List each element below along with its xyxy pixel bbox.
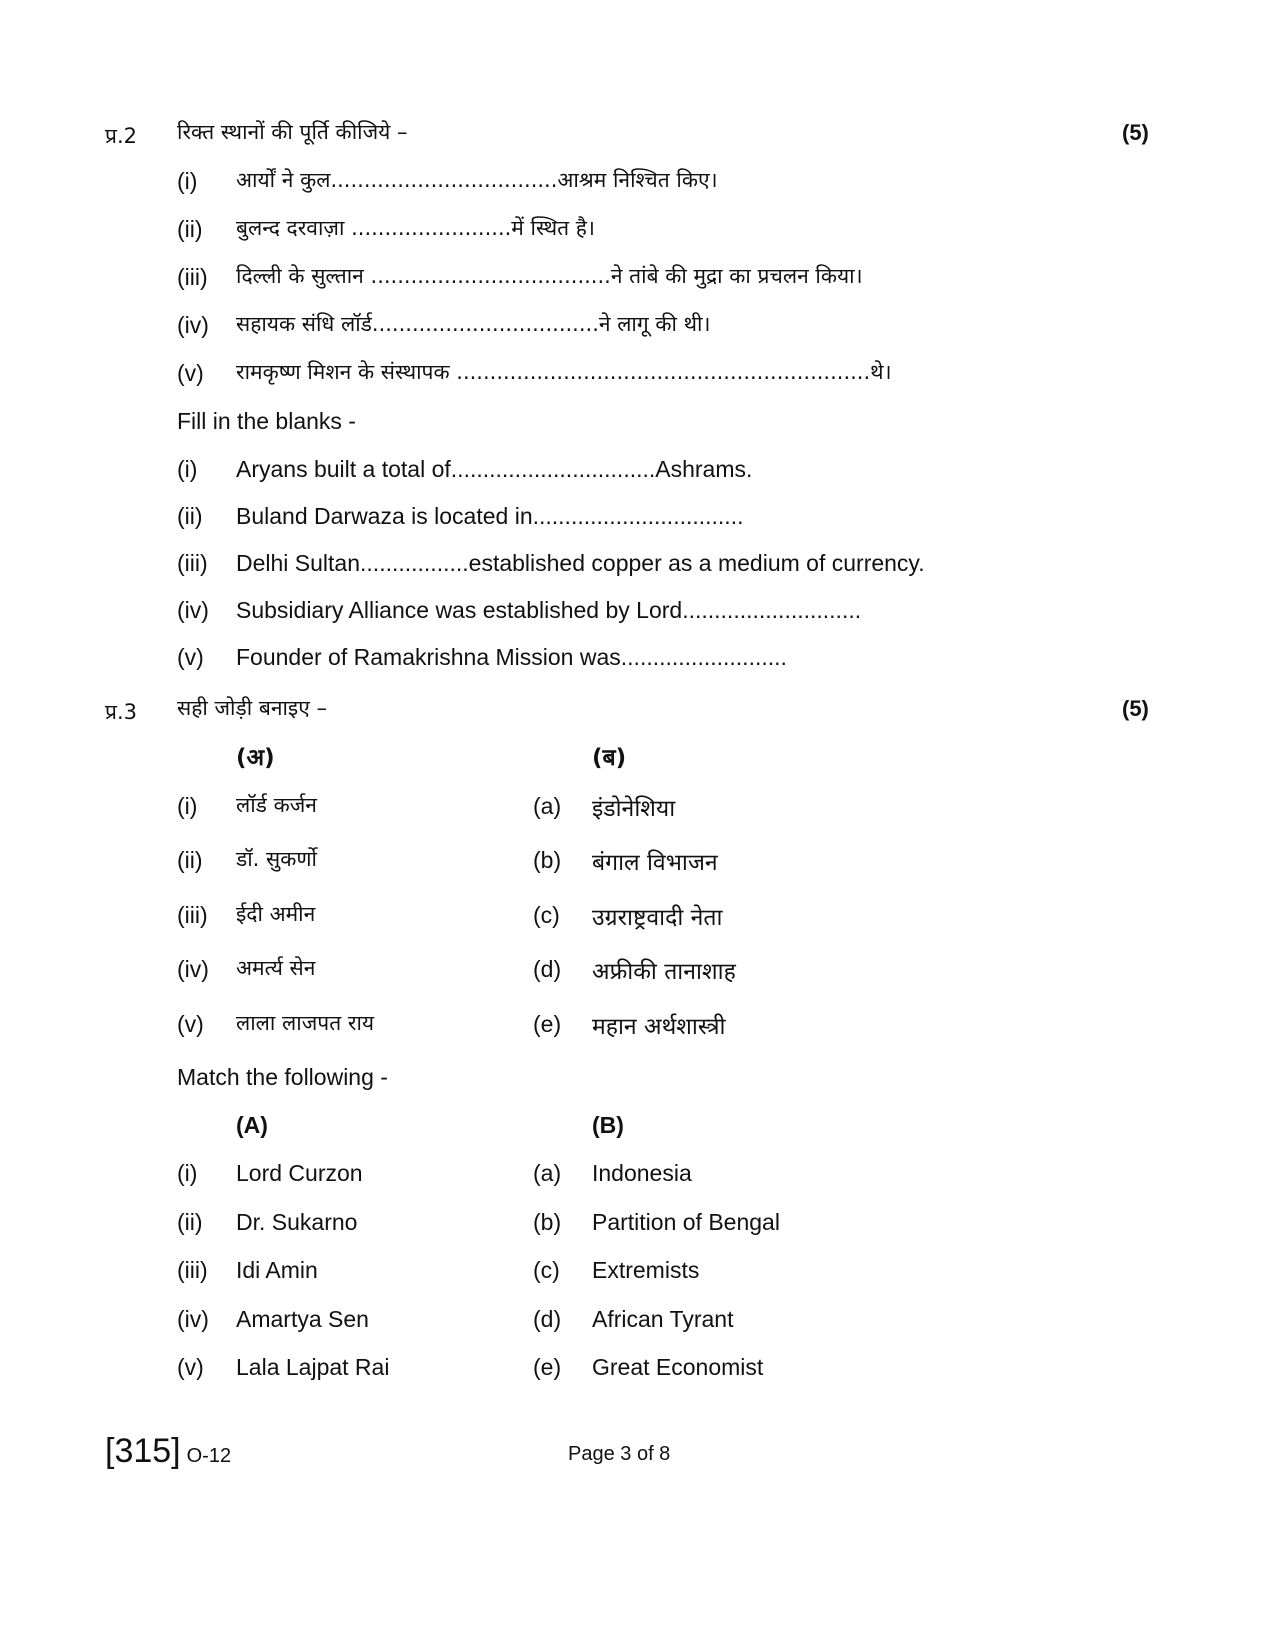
q3-hi-row-num: (v) (177, 1011, 204, 1037)
q3-hi-row-right: अफ्रीकी तानाशाह (592, 959, 736, 985)
q2-en-item-text: Aryans built a total of................................Ashrams. (236, 456, 753, 482)
q3-hi-column-a-heading: (अ) (236, 745, 275, 771)
page-number: Page 3 of 8 (568, 1443, 671, 1465)
q3-en-row-letter: (e) (533, 1354, 562, 1380)
q3-en-row-num: (iv) (177, 1306, 209, 1332)
q2-en-item-text: Delhi Sultan.................established copper as a medium of currency. (236, 550, 925, 576)
question-3-marks: (5) (1122, 696, 1149, 721)
q3-en-row-letter: (a) (533, 1160, 562, 1186)
q2-en-item-num: (iii) (177, 550, 208, 576)
q3-en-row-left: Lord Curzon (236, 1160, 363, 1186)
q3-hi-row-left: लाला लाजपत राय (236, 1011, 375, 1035)
q2-hi-item-num: (ii) (177, 216, 203, 242)
q3-hi-row-right: बंगाल विभाजन (592, 850, 718, 876)
q3-hi-row-right: उग्रराष्ट्रवादी नेता (592, 905, 723, 931)
q3-hi-row-right: महान अर्थशास्त्री (592, 1014, 726, 1040)
q3-hi-column-b-heading: (ब) (592, 745, 627, 771)
q3-en-row-right: Great Economist (592, 1354, 764, 1380)
q2-hi-item-text: बुलन्द दरवाज़ा ........................में स्थित है। (236, 216, 595, 240)
q3-hi-row-left: अमर्त्य सेन (236, 956, 316, 980)
paper-code (105, 1432, 231, 1471)
q3-en-row-left: Amartya Sen (236, 1306, 369, 1332)
q2-hi-item-num: (i) (177, 168, 198, 194)
question-2-number: प्र.2 (105, 124, 137, 148)
q2-en-item-num: (ii) (177, 503, 203, 529)
q3-hi-row-letter: (a) (533, 793, 562, 819)
q2-hi-item-num: (v) (177, 360, 204, 386)
q3-en-row-num: (v) (177, 1354, 204, 1380)
q3-hi-row-num: (iv) (177, 956, 209, 982)
q2-en-item-text: Founder of Ramakrishna Mission was.......................... (236, 644, 787, 670)
q2-en-item-text: Subsidiary Alliance was established by Lord............................ (236, 597, 862, 623)
q3-hi-row-letter: (b) (533, 847, 562, 873)
paper-series: O-12 (186, 1445, 232, 1467)
q3-en-row-left: Idi Amin (236, 1257, 318, 1283)
q3-hi-row-letter: (d) (533, 956, 562, 982)
q3-en-column-a-heading: (A) (236, 1112, 268, 1138)
q3-en-column-b-heading: (B) (592, 1112, 624, 1138)
q3-en-row-letter: (c) (533, 1257, 560, 1283)
q2-english-subtitle: Fill in the blanks - (177, 408, 356, 434)
q3-hi-row-right: इंडोनेशिया (592, 796, 676, 822)
paper-code-number: [315] (105, 1432, 181, 1470)
q3-hi-row-num: (iii) (177, 902, 208, 928)
q2-hi-item-text: रामकृष्ण मिशन के संस्थापक ..............................................................थे। (236, 360, 892, 384)
q3-en-row-right: African Tyrant (592, 1306, 734, 1332)
q2-hi-item-text: आर्यों ने कुल..................................आश्रम निश्चित किए। (236, 168, 718, 192)
q3-hi-row-letter: (c) (533, 902, 560, 928)
q3-hi-row-num: (i) (177, 793, 198, 819)
q3-english-subtitle: Match the following - (177, 1064, 388, 1090)
q3-en-row-left: Dr. Sukarno (236, 1209, 358, 1235)
question-3-number: प्र.3 (105, 700, 137, 724)
q3-en-row-letter: (b) (533, 1209, 562, 1235)
q2-hi-item-text: दिल्ली के सुल्तान ....................................ने तांबे की मुद्रा का प्रचलन किया। (236, 264, 863, 288)
q2-en-item-num: (v) (177, 644, 204, 670)
q2-hi-item-text: सहायक संधि लॉर्ड..................................ने लागू की थी। (236, 312, 711, 336)
question-3-title: सही जोड़ी बनाइए – (177, 696, 328, 720)
q3-hi-row-left: ईदी अमीन (236, 902, 316, 926)
q2-hi-item-num: (iv) (177, 312, 209, 338)
q3-en-row-letter: (d) (533, 1306, 562, 1332)
q3-hi-row-letter: (e) (533, 1011, 562, 1037)
q3-hi-row-left: लॉर्ड कर्जन (236, 793, 317, 817)
q3-en-row-right: Partition of Bengal (592, 1209, 780, 1235)
q2-en-item-text: Buland Darwaza is located in................................. (236, 503, 744, 529)
q3-en-row-num: (ii) (177, 1209, 203, 1235)
q3-en-row-left: Lala Lajpat Rai (236, 1354, 390, 1380)
q2-en-item-num: (i) (177, 456, 198, 482)
q3-en-row-right: Extremists (592, 1257, 700, 1283)
question-2-marks: (5) (1122, 120, 1149, 145)
q3-en-row-num: (iii) (177, 1257, 208, 1283)
question-2-title: रिक्त स्थानों की पूर्ति कीजिये – (177, 120, 408, 144)
q3-en-row-num: (i) (177, 1160, 198, 1186)
q2-en-item-num: (iv) (177, 597, 209, 623)
q3-hi-row-num: (ii) (177, 847, 203, 873)
q3-en-row-right: Indonesia (592, 1160, 692, 1186)
q3-hi-row-left: डॉ. सुकर्णो (236, 847, 317, 871)
q2-hi-item-num: (iii) (177, 264, 208, 290)
